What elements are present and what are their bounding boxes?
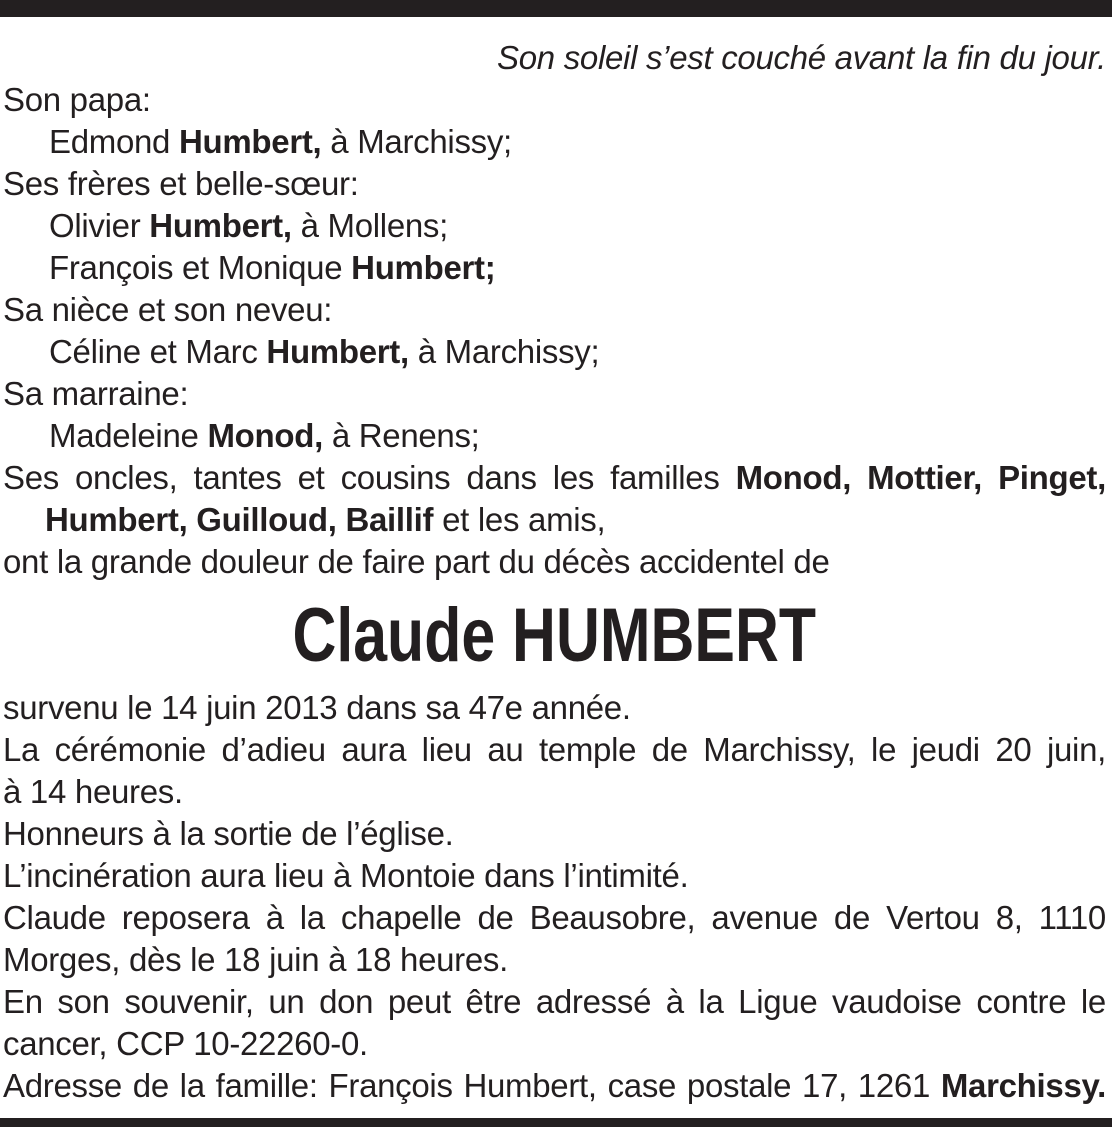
- emphasis-text: Marchissy.: [940, 1067, 1106, 1104]
- text-segment: à Renens;: [322, 417, 480, 454]
- notice-line: [3, 457, 1106, 499]
- notice-line: [3, 205, 1106, 247]
- emphasis-text: Humbert,: [149, 207, 292, 244]
- text-segment: L’incinération aura lieu à Montoie dans l’intimité.: [3, 857, 689, 894]
- notice-line: [3, 415, 1106, 457]
- notice-line: [3, 813, 1106, 855]
- text-segment: à Marchissy;: [408, 333, 600, 370]
- text-segment: à Mollens;: [291, 207, 449, 244]
- notice-line: [3, 897, 1106, 939]
- emphasis-text: Humbert;: [351, 249, 496, 286]
- notice-line: [3, 247, 1106, 289]
- text-segment: à Marchissy;: [321, 123, 512, 160]
- notice-line: [3, 981, 1106, 1023]
- text-segment: Ses oncles, tantes et cousins dans les familles: [3, 459, 736, 496]
- notice-line: [3, 687, 1106, 729]
- emphasis-text: Monod,: [207, 417, 323, 454]
- text-segment: La cérémonie d’adieu aura lieu au temple de Marchissy, le jeudi 20 juin,: [3, 731, 1106, 768]
- notice-line: [3, 499, 1106, 541]
- top-border-rule: [0, 0, 1112, 17]
- notice-line: [3, 855, 1106, 897]
- notice-line: [3, 121, 1106, 163]
- notice-line: [3, 771, 1106, 813]
- notice-line: [3, 729, 1106, 771]
- notice-line: [3, 939, 1106, 981]
- notice-line: [3, 79, 1106, 121]
- text-segment: Morges, dès le 18 juin à 18 heures.: [3, 941, 508, 978]
- text-segment: Adresse de la famille: François Humbert, case postale 17, 1261: [3, 1067, 941, 1104]
- emphasis-text: Monod, Mottier, Pinget,: [735, 459, 1106, 496]
- text-segment: Ses frères et belle-sœur:: [3, 165, 359, 202]
- text-segment: ont la grande douleur de faire part du décès accidentel de: [3, 543, 830, 580]
- notice-body: [0, 17, 1112, 1107]
- family-announcement-list: [3, 79, 1106, 583]
- ceremony-details-list: [3, 687, 1106, 1107]
- text-segment: Claude reposera à la chapelle de Beausobre, avenue de Vertou 8, 1110: [3, 899, 1106, 936]
- text-segment: Olivier: [49, 207, 150, 244]
- text-segment: Honneurs à la sortie de l’église.: [3, 815, 454, 852]
- notice-line: [3, 1065, 1106, 1107]
- text-segment: Madeleine: [49, 417, 208, 454]
- notice-line: [3, 289, 1106, 331]
- text-segment: Sa marraine:: [3, 375, 189, 412]
- text-segment: François et Monique: [49, 249, 352, 286]
- emphasis-text: Humbert, Guilloud, Baillif: [45, 501, 434, 538]
- text-segment: En son souvenir, un don peut être adressé à la Ligue vaudoise contre le: [3, 983, 1106, 1020]
- text-segment: et les amis,: [433, 501, 606, 538]
- text-segment: Sa nièce et son neveu:: [3, 291, 333, 328]
- notice-line: [3, 373, 1106, 415]
- notice-line: [3, 331, 1106, 373]
- text-segment: survenu le 14 juin 2013 dans sa 47e année.: [3, 689, 631, 726]
- emphasis-text: Humbert,: [266, 333, 409, 370]
- text-segment: Son papa:: [3, 81, 151, 118]
- text-segment: cancer, CCP 10-22260-0.: [3, 1025, 368, 1062]
- epitaph-quote: Son soleil s’est couché avant la fin du jour.: [497, 39, 1106, 76]
- bottom-border-rule: [0, 1118, 1112, 1127]
- notice-line: [3, 541, 1106, 583]
- notice-line: [3, 1023, 1106, 1065]
- text-segment: Edmond: [49, 123, 179, 160]
- deceased-name: [3, 593, 1106, 678]
- emphasis-text: Humbert,: [178, 123, 322, 160]
- text-segment: Céline et Marc: [49, 333, 267, 370]
- text-segment: à 14 heures.: [3, 773, 183, 810]
- deceased-name-text: Claude HUMBERT: [292, 593, 817, 678]
- notice-line: [3, 163, 1106, 205]
